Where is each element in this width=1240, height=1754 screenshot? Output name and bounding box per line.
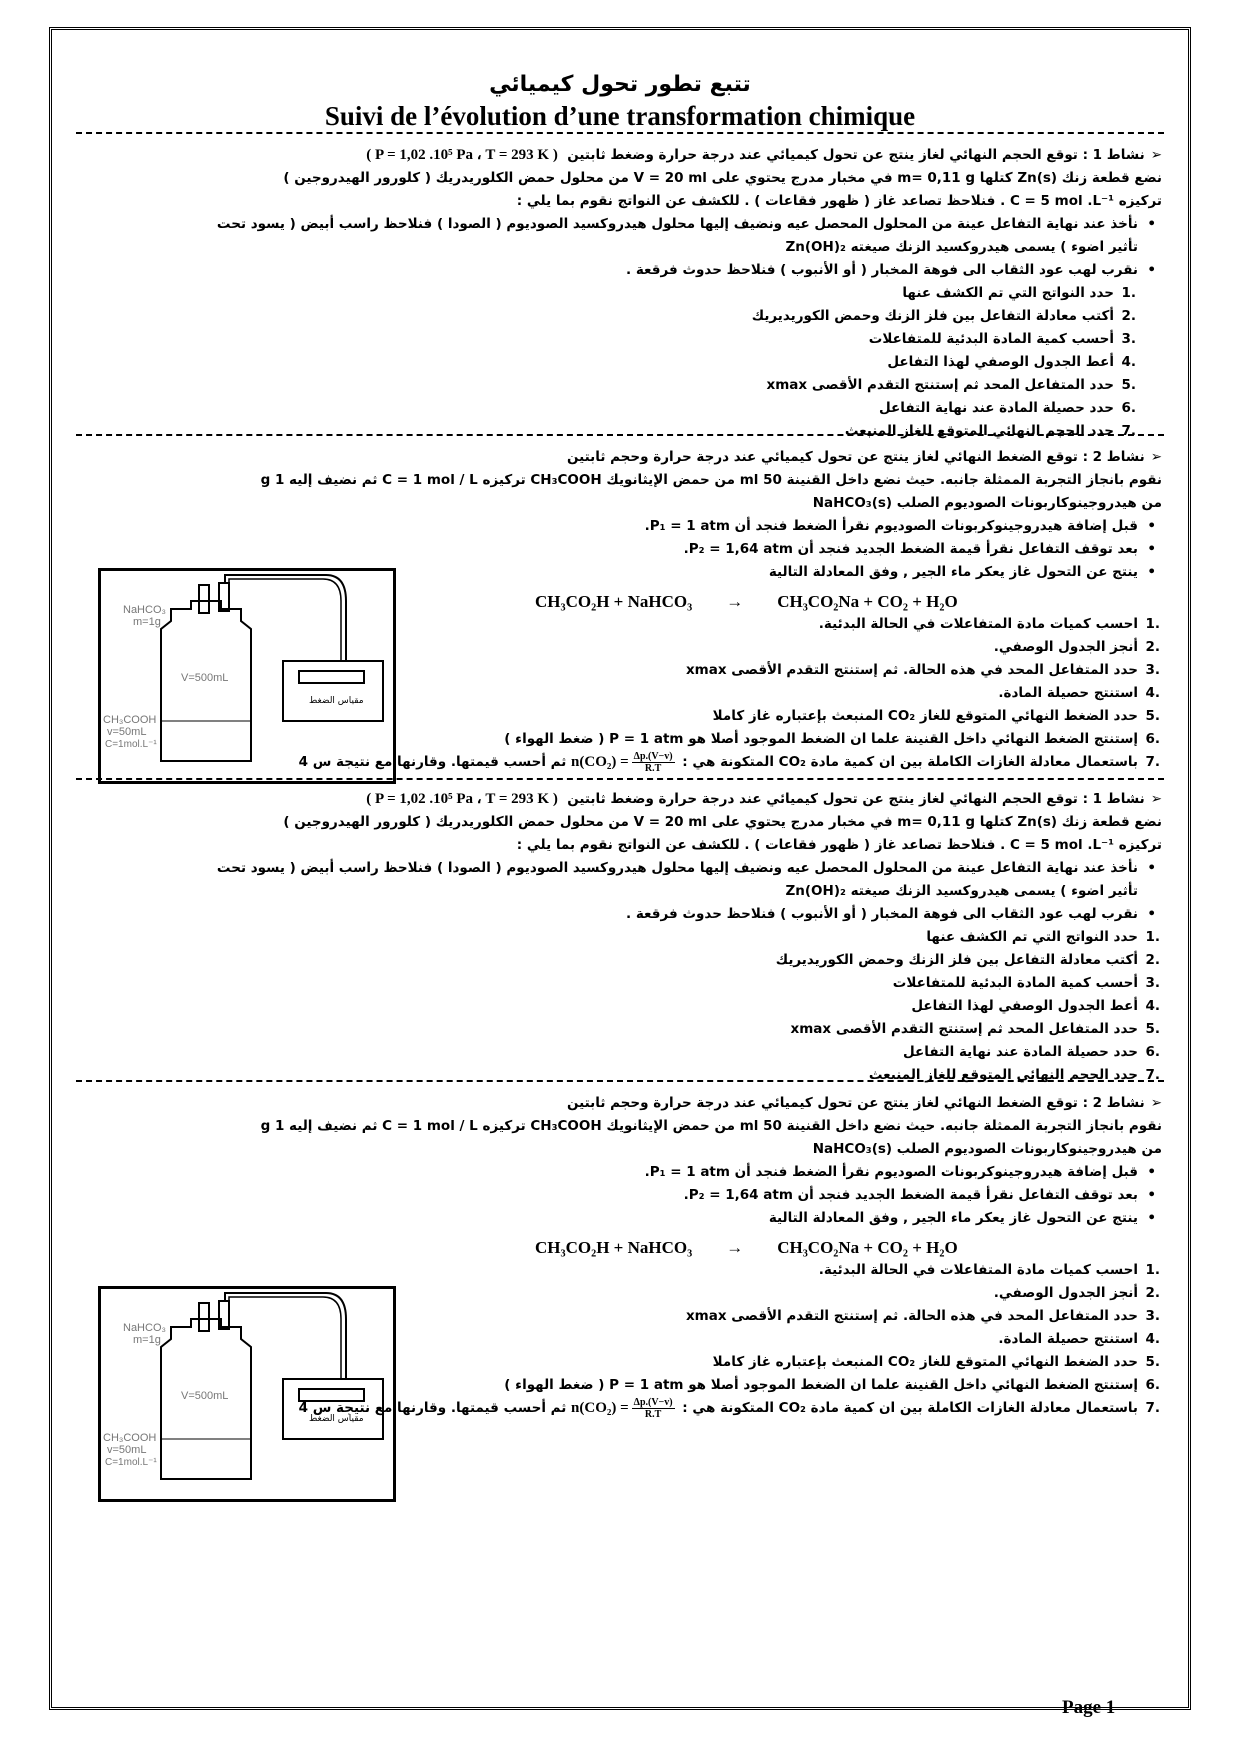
question-item: 4. استنتج حصيلة المادة. bbox=[998, 685, 1160, 701]
question-item: 2. أنجز الجدول الوصفي. bbox=[993, 639, 1160, 655]
question-item: 6. إستنتج الضغط النهائي داخل القنينة علما ان الضغط الموجود أصلا هو P = 1 atm ( ضغط الهواء ) bbox=[504, 731, 1160, 747]
question-item: 5. حدد الضغط النهائي المتوقع للغاز CO₂ المنبعث بإعتباره غاز كاملا bbox=[712, 1354, 1160, 1370]
title-french: Suivi de l’évolution d’une transformation chimique bbox=[324, 101, 916, 131]
reagent-label: NaHCO₃ bbox=[123, 1322, 166, 1334]
question-item: 4. أعط الجدول الوصفي لهذا التفاعل bbox=[911, 998, 1160, 1014]
arrow-icon: ➢ bbox=[1150, 449, 1162, 465]
bullet-item: • قبل إضافة هيدروجينوكربونات الصوديوم نقرأ الضغط فنجد أن P₁ = 1 atm. bbox=[80, 515, 1162, 538]
question-item: 6. إستنتج الضغط النهائي داخل القنينة علما ان الضغط الموجود أصلا هو P = 1 atm ( ضغط الهواء ) bbox=[504, 1377, 1160, 1393]
bullet-item: • بعد توقف التفاعل نقرأ قيمة الضغط الجديد فنجد أن P₂ = 1,64 atm. bbox=[80, 1184, 1162, 1207]
page-number: Page 1 bbox=[1062, 1697, 1116, 1718]
question-item: 7. حدد الحجم النهائي المتوقع للغاز المنبعث bbox=[868, 1067, 1160, 1083]
question-item: 1. حدد النواتج التي تم الكشف عنها bbox=[926, 929, 1160, 945]
paragraph-line: تركيزه C = 5 mol .L⁻¹ . فنلاحظ تصاعد غاز ( ظهور فقاعات ) . للكشف عن النواتج نقوم بما يلي : bbox=[516, 837, 1162, 853]
activity-heading: ➢نشاط 1 : توقع الحجم النهائي لغاز ينتج عن تحول كيميائي عند درجة حرارة وضغط ثابتين ( P = 1,02 .10⁵ Pa ، T = 293 K ) bbox=[366, 791, 1162, 807]
arrow-icon: ➢ bbox=[1150, 1095, 1162, 1111]
arrow-icon: ➢ bbox=[1150, 791, 1162, 807]
acid-volume-label: v=50mL bbox=[107, 1444, 147, 1456]
question-item: 7. باستعمال معادلة الغازات الكاملة بين ان كمية مادة CO₂ المتكونة هي : n(CO₂) = $\frac{\Delta p.(V-v)}{R.T}$ ثم أحسب قيمتها. وقارنها مع نتيجة س 4 bbox=[298, 751, 1160, 775]
gauge-label: مقياس الضغط bbox=[309, 696, 364, 706]
volume-label: V=500mL bbox=[181, 672, 229, 684]
experiment-diagram-copy bbox=[98, 1286, 396, 1502]
bullet-item: • نأخذ عند نهاية التفاعل عينة من المحلول المحصل عيه ونضيف إليها محلول هيدروكسيد الصوديوم ( الصودا ) فنلاحظ راسب أبيض ( يسود تحت bbox=[80, 857, 1162, 880]
question-item: 6. حدد حصيلة المادة عند نهاية التفاعل bbox=[878, 400, 1136, 416]
question-item: 5. حدد الضغط النهائي المتوقع للغاز CO₂ المنبعث بإعتباره غاز كاملا bbox=[712, 708, 1160, 724]
question-item: 2. أكتب معادلة التفاعل بين فلز الزنك وحمض الكوريديريك bbox=[775, 952, 1160, 968]
question-item: 1. احسب كميات مادة المتفاعلات في الحالة البدئية. bbox=[818, 1262, 1160, 1278]
question-item: 5. حدد المتفاعل المحد ثم إستنتج التقدم الأقصى xmax bbox=[790, 1021, 1160, 1037]
question-item: 4. استنتج حصيلة المادة. bbox=[998, 1331, 1160, 1347]
apparatus-svg bbox=[101, 1289, 393, 1499]
question-item: 3. حدد المتفاعل المحد في هذه الحالة. ثم إستنتج التقدم الأقصى xmax bbox=[685, 662, 1160, 678]
title-arabic: تتبع تطور تحول كيميائي bbox=[489, 72, 751, 97]
question-item: 7. باستعمال معادلة الغازات الكاملة بين ان كمية مادة CO₂ المتكونة هي : n(CO₂) = $\frac{\Delta p.(V-v)}{R.T}$ ثم أحسب قيمتها. وقارنها مع نتيجة س 4 bbox=[298, 1397, 1160, 1421]
bullet-continuation: تأثير اضوء ) يسمى هيدروكسيد الزنك صيغته Zn(OH)₂ bbox=[785, 883, 1138, 899]
paragraph-line: نقوم بانجاز التجربة الممثلة جانبه. حيث نضع داخل القنينة 50 ml من حمض الإيثانويك CH₃COOH تركيزه C = 1 mol / L ثم نضيف إليه 1 g bbox=[260, 1118, 1162, 1134]
reaction-equation: CH₃CO₂H + NaHCO₃ → CH₃CO₂Na + CO₂ + H₂O bbox=[535, 1238, 958, 1257]
activity-1-section bbox=[80, 144, 1162, 443]
question-item: 3. أحسب كمية المادة البدئية للمتفاعلات bbox=[868, 331, 1136, 347]
apparatus-svg bbox=[101, 571, 393, 781]
bullet-item: • نأخذ عند نهاية التفاعل عينة من المحلول المحصل عيه ونضيف إليها محلول هيدروكسيد الصوديوم ( الصودا ) فنلاحظ راسب أبيض ( يسود تحت bbox=[80, 213, 1162, 236]
bullet-item: • نقرب لهب عود الثقاب الى فوهة المخبار ( أو الأنبوب ) فنلاحظ حدوث فرقعة . bbox=[80, 903, 1162, 926]
separator bbox=[76, 132, 1164, 134]
activity-heading: ➢نشاط 1 : توقع الحجم النهائي لغاز ينتج عن تحول كيميائي عند درجة حرارة وضغط ثابتين ( P = 1,02 .10⁵ Pa ، T = 293 K ) bbox=[366, 147, 1162, 163]
question-item: 6. حدد حصيلة المادة عند نهاية التفاعل bbox=[902, 1044, 1160, 1060]
question-item: 3. حدد المتفاعل المحد في هذه الحالة. ثم إستنتج التقدم الأقصى xmax bbox=[685, 1308, 1160, 1324]
bullet-item: • ينتج عن التحول غاز يعكر ماء الجير , وفق المعادلة التالية bbox=[80, 561, 1162, 584]
activity-heading: ➢نشاط 2 : توقع الضغط النهائي لغاز ينتج عن تحول كيميائي عند درجة حرارة وحجم ثابتين bbox=[567, 449, 1162, 465]
gauge-label: مقياس الضغط bbox=[309, 1414, 364, 1424]
bullet-continuation: تأثير اضوء ) يسمى هيدروكسيد الزنك صيغته Zn(OH)₂ bbox=[785, 239, 1138, 255]
question-item: 2. أكتب معادلة التفاعل بين فلز الزنك وحمض الكوريديريك bbox=[751, 308, 1136, 324]
paragraph-line: نضع قطعة زنك Zn(s) كتلها m= 0,11 g في مخبار مدرج يحتوي على V = 20 ml من محلول حمض الكلوريدريك ( كلورور الهيدروجين ) bbox=[283, 814, 1162, 830]
paragraph-line: نضع قطعة زنك Zn(s) كتلها m= 0,11 g في مخبار مدرج يحتوي على V = 20 ml من محلول حمض الكلوريدريك ( كلورور الهيدروجين ) bbox=[283, 170, 1162, 186]
question-item: 5. حدد المتفاعل المحد ثم إستنتج التقدم الأقصى xmax bbox=[766, 377, 1136, 393]
question-list bbox=[80, 282, 1162, 443]
paragraph-line: تركيزه C = 5 mol .L⁻¹ . فنلاحظ تصاعد غاز ( ظهور فقاعات ) . للكشف عن النواتج نقوم بما يلي : bbox=[516, 193, 1162, 209]
experiment-diagram bbox=[98, 568, 396, 784]
question-item: 2. أنجز الجدول الوصفي. bbox=[993, 1285, 1160, 1301]
acid-label: CH₃COOH bbox=[103, 714, 157, 726]
bullet-item: • ينتج عن التحول غاز يعكر ماء الجير , وفق المعادلة التالية bbox=[80, 1207, 1162, 1230]
reagent-label: NaHCO₃ bbox=[123, 604, 166, 616]
paragraph-line: من هيدروجينوكاربونات الصوديوم الصلب NaHCO₃(s) bbox=[812, 495, 1162, 511]
question-item: 1. احسب كميات مادة المتفاعلات في الحالة البدئية. bbox=[818, 616, 1160, 632]
activity-heading: ➢نشاط 2 : توقع الضغط النهائي لغاز ينتج عن تحول كيميائي عند درجة حرارة وحجم ثابتين bbox=[567, 1095, 1162, 1111]
volume-label: V=500mL bbox=[181, 1390, 229, 1402]
arrow-icon: ➢ bbox=[1150, 147, 1162, 163]
acid-concentration-label: C=1mol.L⁻¹ bbox=[105, 1457, 157, 1468]
question-item: 7. حدد الحجم النهائي المتوقع للغاز المنبعث bbox=[844, 423, 1136, 439]
question-item: 4. أعط الجدول الوصفي لهذا التفاعل bbox=[887, 354, 1136, 370]
question-item: 1. حدد النواتج التي تم الكشف عنها bbox=[902, 285, 1136, 301]
paragraph-line: نقوم بانجاز التجربة الممثلة جانبه. حيث نضع داخل القنينة 50 ml من حمض الإيثانويك CH₃COOH تركيزه C = 1 mol / L ثم نضيف إليه 1 g bbox=[260, 472, 1162, 488]
reaction-equation: CH₃CO₂H + NaHCO₃ → CH₃CO₂Na + CO₂ + H₂O bbox=[535, 592, 958, 611]
acid-volume-label: v=50mL bbox=[107, 726, 147, 738]
bullet-item: • نقرب لهب عود الثقاب الى فوهة المخبار ( أو الأنبوب ) فنلاحظ حدوث فرقعة . bbox=[80, 259, 1162, 282]
question-item: 3. أحسب كمية المادة البدئية للمتفاعلات bbox=[892, 975, 1160, 991]
mass-label: m=1g bbox=[133, 1334, 161, 1346]
title-block bbox=[0, 72, 1240, 132]
mass-label: m=1g bbox=[133, 616, 161, 628]
acid-label: CH₃COOH bbox=[103, 1432, 157, 1444]
bullet-item: • قبل إضافة هيدروجينوكربونات الصوديوم نقرأ الضغط فنجد أن P₁ = 1 atm. bbox=[80, 1161, 1162, 1184]
paragraph-line: من هيدروجينوكاربونات الصوديوم الصلب NaHCO₃(s) bbox=[812, 1141, 1162, 1157]
acid-concentration-label: C=1mol.L⁻¹ bbox=[105, 739, 157, 750]
activity-1-section-copy bbox=[80, 788, 1162, 1087]
bullet-item: • بعد توقف التفاعل نقرأ قيمة الضغط الجديد فنجد أن P₂ = 1,64 atm. bbox=[80, 538, 1162, 561]
